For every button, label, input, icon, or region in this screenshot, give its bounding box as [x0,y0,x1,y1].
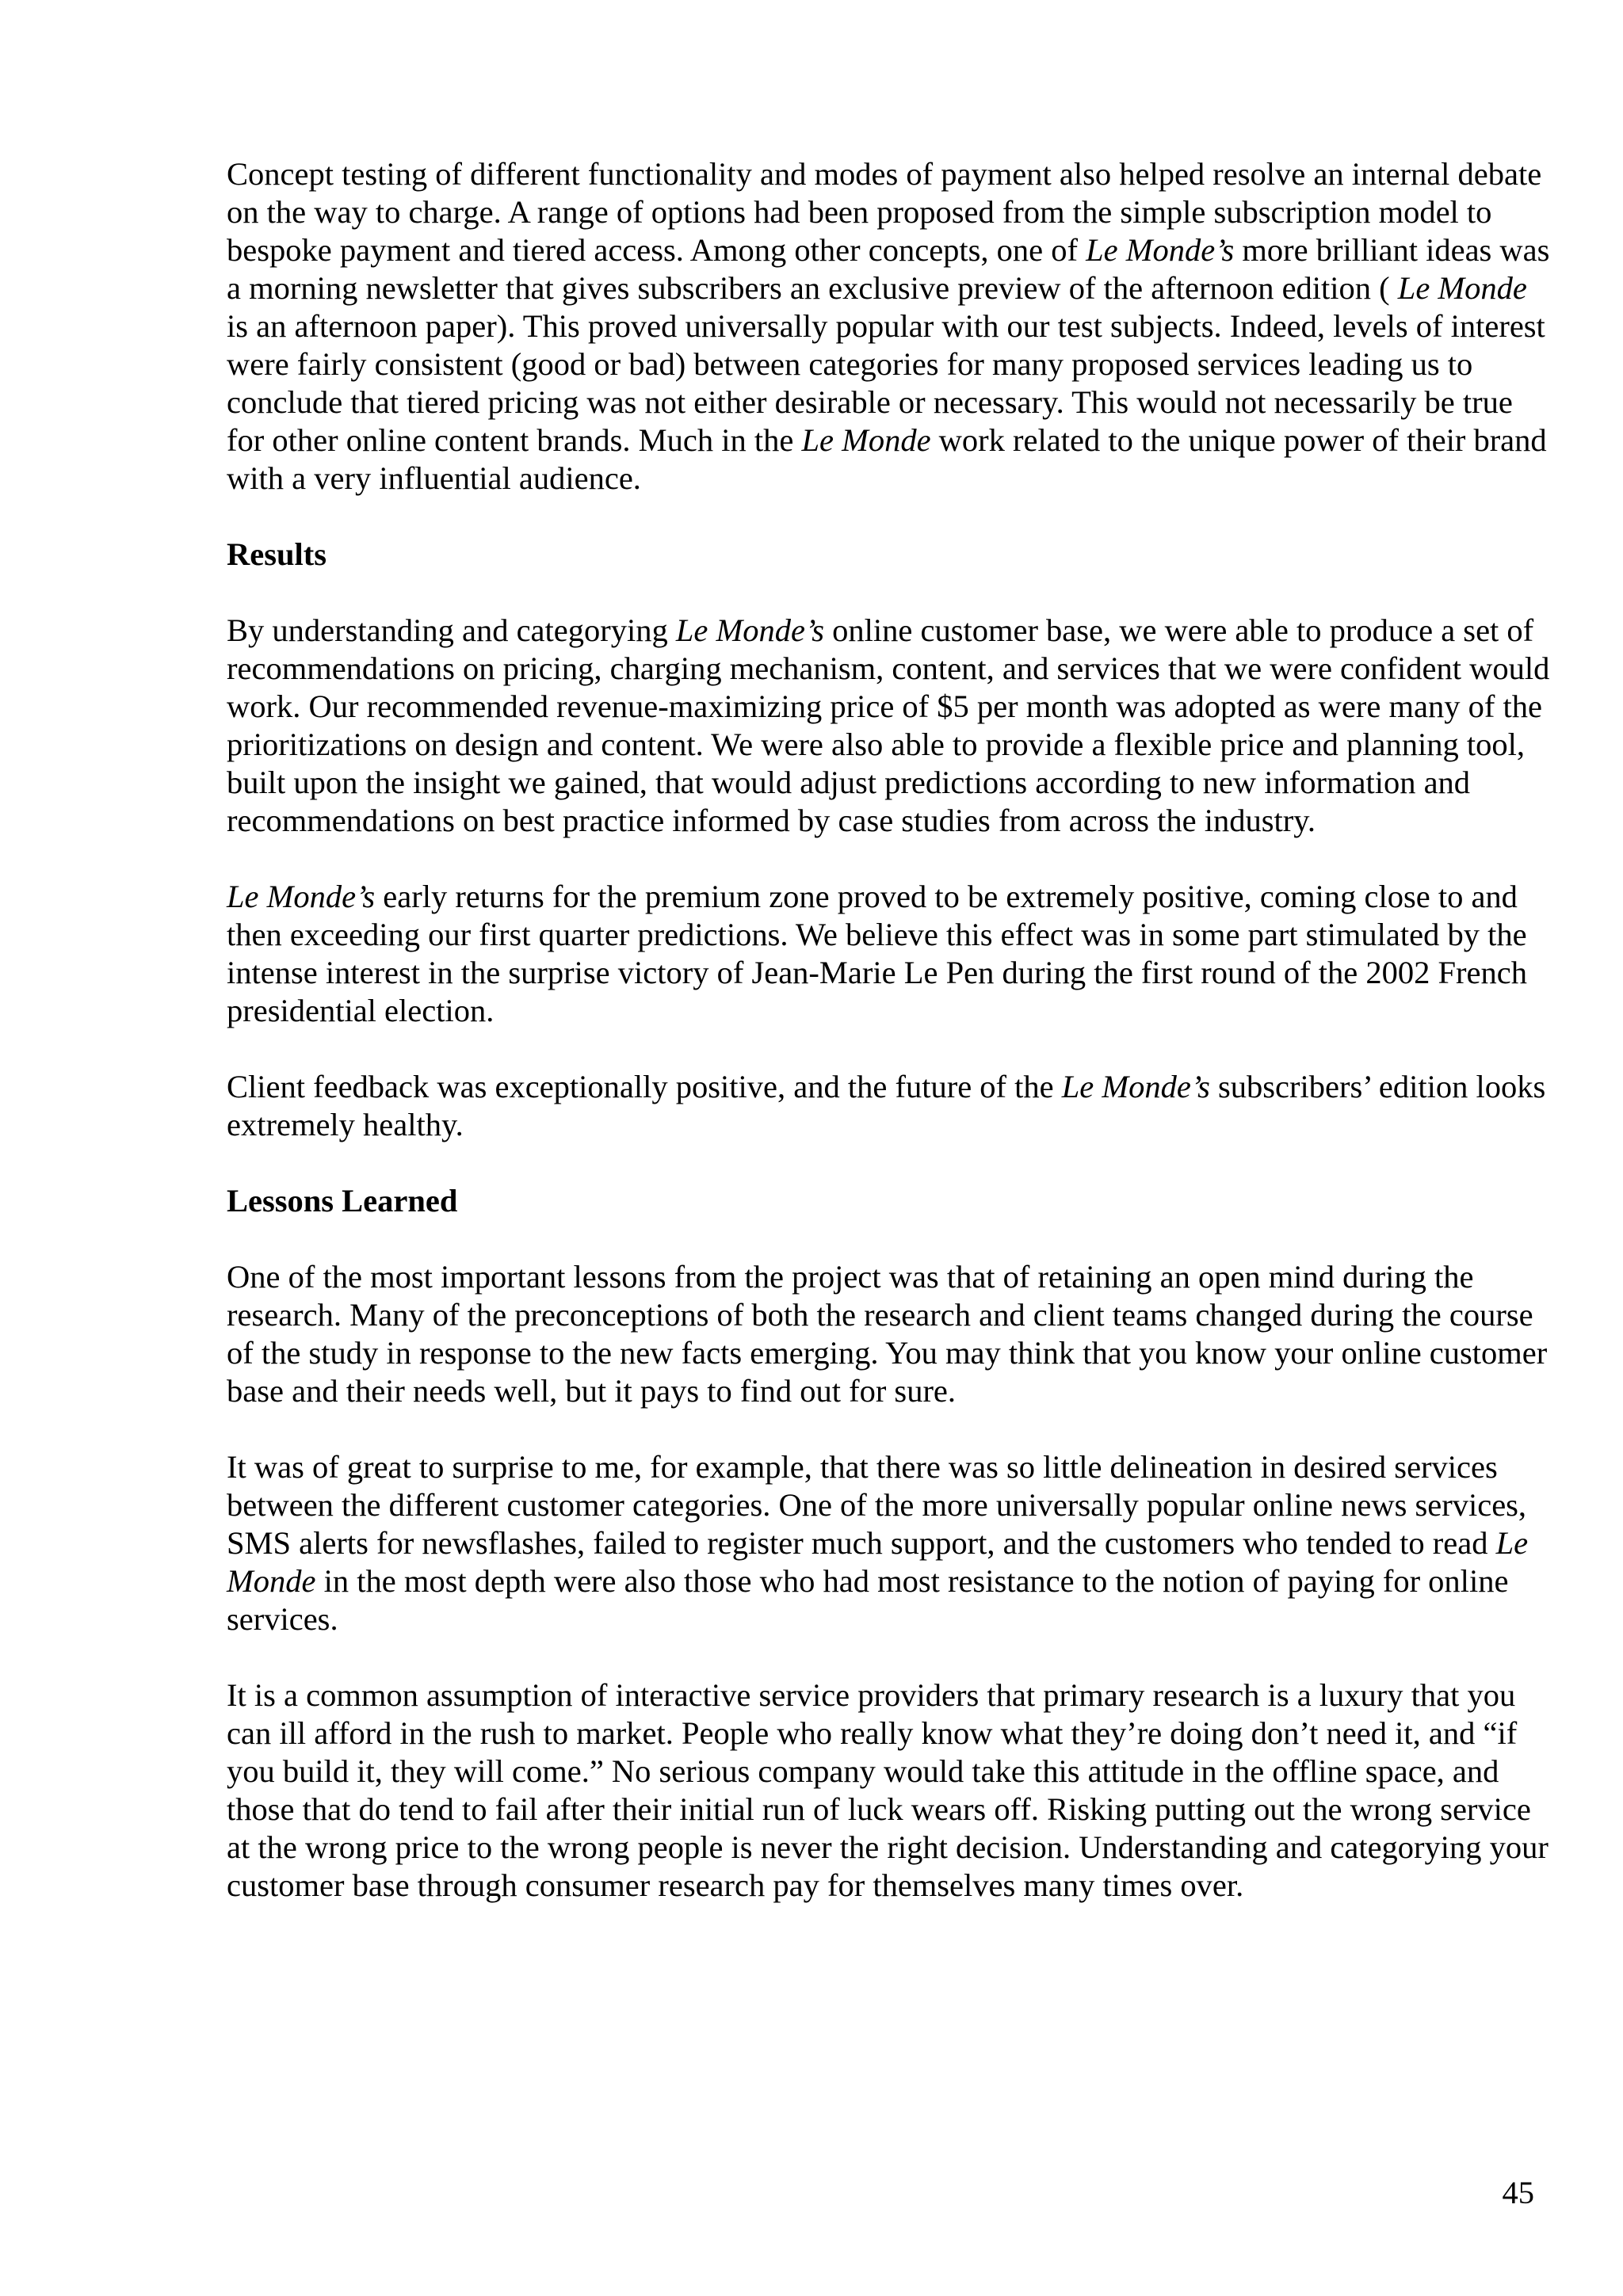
text-run: in the most depth were also those who had most resistance to the notion of paying for online services. [227,1563,1509,1637]
italic-le-monde: Le Monde’s [1086,232,1235,268]
page-number: 45 [1502,2175,1534,2210]
text-run: more brilliant ideas was a morning newsletter that gives subscribers an exclusive preview of the afternoon edition ( [227,232,1550,306]
heading-results: Results [227,536,327,572]
paragraph-surprise [227,1448,1550,1638]
text-run: early returns for the premium zone proved to be extremely positive, coming close to and then exceeding our first quarter predictions. We believe this effect was in some part stimulated by the intense interest in the surprise victory of Jean-Marie Le Pen during the first round of the 2002 French presidential election. [227,879,1527,1028]
text-run: subscribers’ edition looks extremely healthy. [227,1069,1546,1142]
paragraph-concept-testing [227,155,1550,498]
italic-le-monde: Le Monde [1397,270,1527,306]
paragraph-client-feedback [227,1068,1550,1144]
italic-le-monde: Le Monde’s [227,879,376,914]
heading-lessons-learned: Lessons Learned [227,1183,458,1219]
text-run: By understanding and categorying [227,612,676,648]
paragraph-early-returns [227,878,1550,1030]
italic-le-monde: Le Monde [801,422,931,458]
text-run: is an afternoon paper). This proved universally popular with our test subjects. Indeed, levels of interest were fairly consistent (good or bad) between categories for many proposed services leading us to conclude that tiered pricing was not either desirable or necessary. This would not necessarily be true for other online content brands. Much in the [227,308,1545,458]
page-content [227,155,1550,1943]
italic-le-monde: Le Monde’s [675,612,824,648]
italic-le-monde: Le Monde [227,1525,1529,1599]
text-run: Client feedback was exceptionally positive, and the future of the [227,1069,1062,1104]
text-run: online customer base, we were able to produce a set of recommendations on pricing, charging mechanism, content, and services that we were confident would work. Our recommended revenue-maximizing price of $5 per month was adopted as were many of the prioritizations on design and content. We were also able to provide a flexible price and planning tool, built upon the insight we gained, that would adjust predictions according to new information and recommendations on best practice informed by case studies from across the industry. [227,612,1550,838]
text-run: work related to the unique power of their brand with a very influential audience. [227,422,1547,496]
paragraph-open-mind: One of the most important lessons from the project was that of retaining an open mind during the research. Many of the preconceptions of both the research and client teams changed during the course of the study in response to the new facts emerging. You may think that you know your online customer base and their needs well, but it pays to find out for sure. [227,1259,1548,1409]
paragraph-results-understanding [227,612,1550,840]
paragraph-common-assumption: It is a common assumption of interactive service providers that primary research is a luxury that you can ill afford in the rush to market. People who really know what they’re doing don’t need it, and “if you build it, they will come.” No serious company would take this attitude in the offline space, and those that do tend to fail after their initial run of luck wears off. Risking putting out the wrong service at the wrong price to the wrong people is never the right decision. Understanding and categorying your customer base through consumer research pay for themselves many times over. [227,1677,1549,1903]
text-run: Concept testing of different functionality and modes of payment also helped resolve an internal debate on the way to charge. A range of options had been proposed from the simple subscription model to bespoke payment and tiered access. Among other concepts, one of [227,156,1542,268]
italic-le-monde: Le Monde’s [1061,1069,1210,1104]
text-run: It was of great to surprise to me, for example, that there was so little delineation in desired services between the different customer categories. One of the more universally popular online news services, SMS alerts for newsflashes, failed to register much support, and the customers who tended to read [227,1449,1527,1561]
